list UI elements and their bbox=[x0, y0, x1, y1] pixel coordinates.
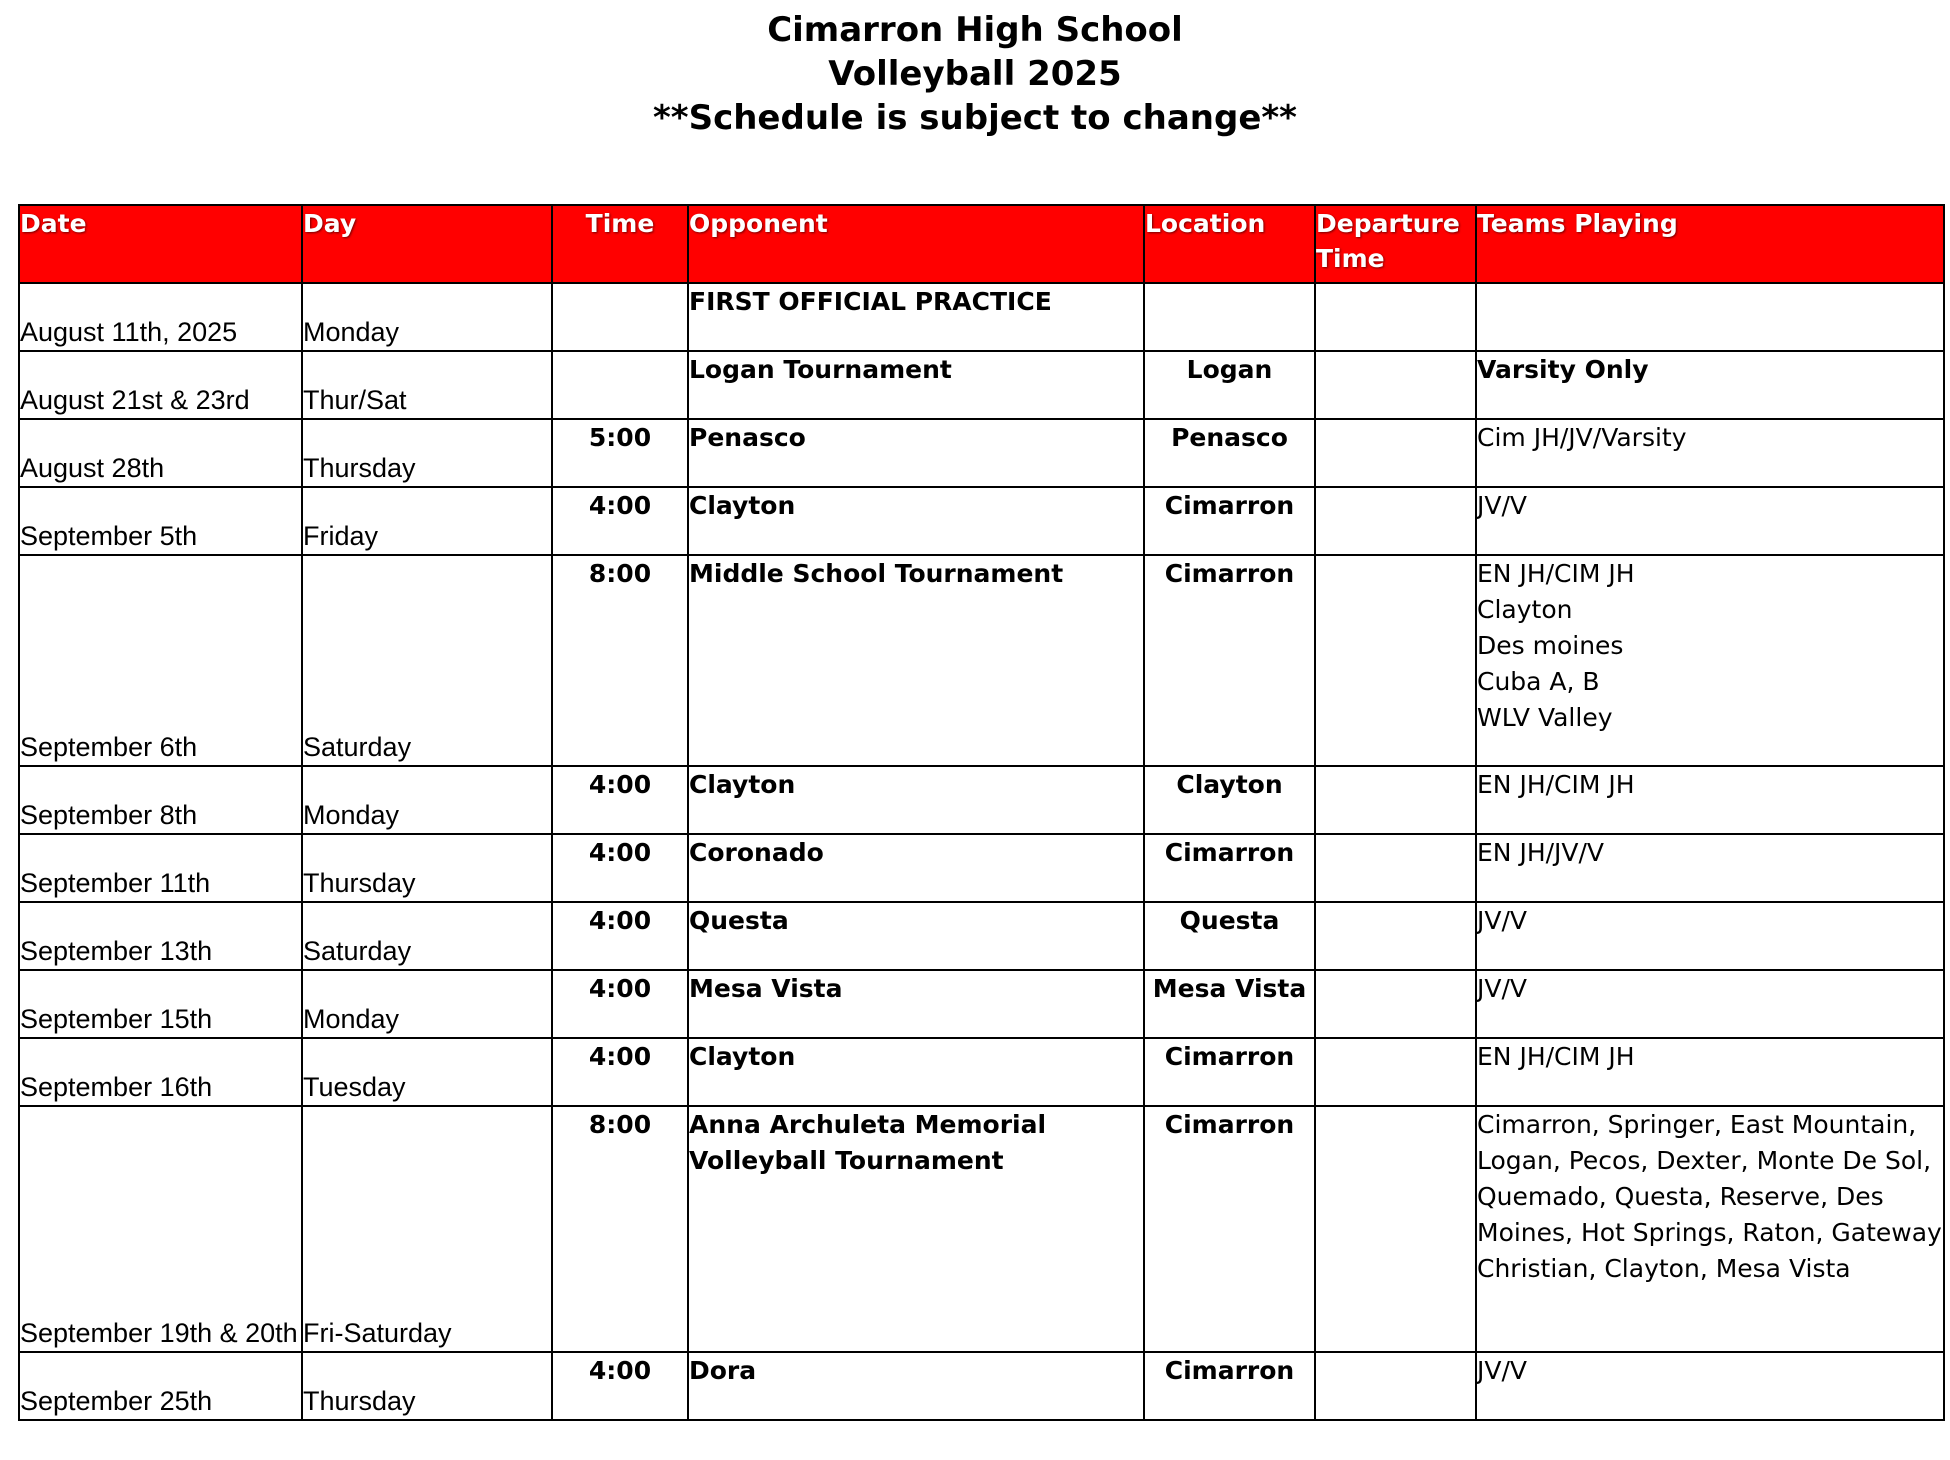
date-cell: September 25th bbox=[19, 1352, 302, 1420]
time-cell: 5:00 bbox=[552, 419, 688, 487]
departure-time-cell bbox=[1315, 902, 1476, 970]
opponent-cell: Mesa Vista bbox=[688, 970, 1144, 1038]
teams-playing-cell bbox=[1476, 419, 1944, 487]
date-cell: August 21st & 23rd bbox=[19, 351, 302, 419]
date-cell: September 15th bbox=[19, 970, 302, 1038]
opponent-cell: Clayton bbox=[688, 766, 1144, 834]
location-cell: Cimarron bbox=[1144, 1352, 1315, 1420]
column-header-opponent: Opponent bbox=[688, 205, 1144, 283]
table-row bbox=[19, 1352, 1944, 1420]
day-cell: Friday bbox=[302, 487, 552, 555]
time-cell bbox=[552, 351, 688, 419]
location-cell: Penasco bbox=[1144, 419, 1315, 487]
teams-playing-cell bbox=[1476, 555, 1944, 766]
time-cell bbox=[552, 283, 688, 351]
day-cell: Tuesday bbox=[302, 1038, 552, 1106]
column-header-departure-time: Departure Time bbox=[1315, 205, 1476, 283]
date-cell: August 11th, 2025 bbox=[19, 283, 302, 351]
departure-time-cell bbox=[1315, 419, 1476, 487]
departure-time-cell bbox=[1315, 970, 1476, 1038]
departure-time-cell bbox=[1315, 766, 1476, 834]
team-entry: JV/V bbox=[1477, 906, 1527, 935]
table-row bbox=[19, 283, 1944, 351]
teams-playing-cell bbox=[1476, 902, 1944, 970]
location-cell: Questa bbox=[1144, 902, 1315, 970]
team-entry: JV/V bbox=[1477, 1356, 1527, 1385]
team-entry: Cimarron, Springer, East Mountain, Logan, Pecos, Dexter, Monte De Sol, Quemado, Questa, Reserve, Des Moines, Hot Springs, Raton, Gateway Christian, Clayton, Mesa Vista bbox=[1477, 1110, 1942, 1283]
departure-time-cell bbox=[1315, 351, 1476, 419]
day-cell: Fri-Saturday bbox=[302, 1106, 552, 1352]
school-name: Cimarron High School bbox=[767, 10, 1183, 50]
teams-playing-cell bbox=[1476, 1352, 1944, 1420]
column-header-location: Location bbox=[1144, 205, 1315, 283]
column-header-time: Time bbox=[552, 205, 688, 283]
table-row bbox=[19, 555, 1944, 766]
date-cell: September 6th bbox=[19, 555, 302, 766]
table-row bbox=[19, 487, 1944, 555]
date-cell: September 19th & 20th bbox=[19, 1106, 302, 1352]
team-entry: Clayton bbox=[1477, 595, 1573, 624]
table-row bbox=[19, 766, 1944, 834]
opponent-cell: Questa bbox=[688, 902, 1144, 970]
location-cell: Cimarron bbox=[1144, 834, 1315, 902]
date-cell: September 8th bbox=[19, 766, 302, 834]
opponent-cell: Anna Archuleta Memorial Volleyball Tournament bbox=[688, 1106, 1144, 1352]
location-cell: Cimarron bbox=[1144, 1106, 1315, 1352]
location-cell: Clayton bbox=[1144, 766, 1315, 834]
date-cell: September 13th bbox=[19, 902, 302, 970]
location-cell: Cimarron bbox=[1144, 487, 1315, 555]
column-header-date: Date bbox=[19, 205, 302, 283]
table-row bbox=[19, 902, 1944, 970]
opponent-cell: Clayton bbox=[688, 487, 1144, 555]
schedule-body bbox=[19, 283, 1944, 1420]
table-row bbox=[19, 834, 1944, 902]
time-cell: 4:00 bbox=[552, 902, 688, 970]
column-header-day: Day bbox=[302, 205, 552, 283]
day-cell: Monday bbox=[302, 970, 552, 1038]
departure-time-cell bbox=[1315, 1352, 1476, 1420]
opponent-cell: Clayton bbox=[688, 1038, 1144, 1106]
teams-playing-cell bbox=[1476, 351, 1944, 419]
day-cell: Saturday bbox=[302, 902, 552, 970]
day-cell: Monday bbox=[302, 766, 552, 834]
teams-playing-cell bbox=[1476, 283, 1944, 351]
table-row bbox=[19, 1038, 1944, 1106]
location-cell bbox=[1144, 283, 1315, 351]
time-cell: 8:00 bbox=[552, 555, 688, 766]
location-cell: Cimarron bbox=[1144, 555, 1315, 766]
opponent-cell: Coronado bbox=[688, 834, 1144, 902]
team-entry: Des moines bbox=[1477, 631, 1624, 660]
day-cell: Thur/Sat bbox=[302, 351, 552, 419]
day-cell: Thursday bbox=[302, 834, 552, 902]
table-row bbox=[19, 1106, 1944, 1352]
time-cell: 8:00 bbox=[552, 1106, 688, 1352]
teams-playing-cell bbox=[1476, 1106, 1944, 1352]
departure-time-cell bbox=[1315, 487, 1476, 555]
opponent-cell: FIRST OFFICIAL PRACTICE bbox=[688, 283, 1144, 351]
day-cell: Thursday bbox=[302, 419, 552, 487]
team-entry: JV/V bbox=[1477, 491, 1527, 520]
team-entry: WLV Valley bbox=[1477, 703, 1613, 732]
team-entry: EN JH/JV/V bbox=[1477, 838, 1605, 867]
table-header-row bbox=[19, 205, 1944, 283]
table-row bbox=[19, 419, 1944, 487]
team-entry: Varsity Only bbox=[1477, 355, 1649, 384]
team-entry: Cuba A, B bbox=[1477, 667, 1600, 696]
team-entry: EN JH/CIM JH bbox=[1477, 559, 1635, 588]
team-entry: JV/V bbox=[1477, 974, 1527, 1003]
team-entry: EN JH/CIM JH bbox=[1477, 770, 1635, 799]
season-title: Volleyball 2025 bbox=[828, 54, 1122, 94]
date-cell: September 11th bbox=[19, 834, 302, 902]
time-cell: 4:00 bbox=[552, 1352, 688, 1420]
location-cell: Mesa Vista bbox=[1144, 970, 1315, 1038]
opponent-cell: Dora bbox=[688, 1352, 1144, 1420]
date-cell: September 5th bbox=[19, 487, 302, 555]
departure-time-cell bbox=[1315, 555, 1476, 766]
table-row bbox=[19, 970, 1944, 1038]
departure-time-cell bbox=[1315, 834, 1476, 902]
time-cell: 4:00 bbox=[552, 487, 688, 555]
teams-playing-cell bbox=[1476, 970, 1944, 1038]
opponent-cell: Middle School Tournament bbox=[688, 555, 1144, 766]
schedule-table bbox=[18, 204, 1945, 1421]
time-cell: 4:00 bbox=[552, 834, 688, 902]
teams-playing-cell bbox=[1476, 1038, 1944, 1106]
day-cell: Monday bbox=[302, 283, 552, 351]
date-cell: August 28th bbox=[19, 419, 302, 487]
schedule-notice: **Schedule is subject to change** bbox=[653, 98, 1297, 138]
teams-playing-cell bbox=[1476, 487, 1944, 555]
time-cell: 4:00 bbox=[552, 970, 688, 1038]
opponent-cell: Penasco bbox=[688, 419, 1144, 487]
opponent-cell: Logan Tournament bbox=[688, 351, 1144, 419]
departure-time-cell bbox=[1315, 283, 1476, 351]
departure-time-cell bbox=[1315, 1038, 1476, 1106]
team-entry: EN JH/CIM JH bbox=[1477, 1042, 1635, 1071]
date-cell: September 16th bbox=[19, 1038, 302, 1106]
departure-time-cell bbox=[1315, 1106, 1476, 1352]
location-cell: Cimarron bbox=[1144, 1038, 1315, 1106]
document-title-block bbox=[0, 8, 1950, 140]
teams-playing-cell bbox=[1476, 766, 1944, 834]
location-cell: Logan bbox=[1144, 351, 1315, 419]
team-entry: Cim JH/JV/Varsity bbox=[1477, 423, 1687, 452]
time-cell: 4:00 bbox=[552, 1038, 688, 1106]
column-header-teams-playing: Teams Playing bbox=[1476, 205, 1944, 283]
table-row bbox=[19, 351, 1944, 419]
day-cell: Saturday bbox=[302, 555, 552, 766]
teams-playing-cell bbox=[1476, 834, 1944, 902]
day-cell: Thursday bbox=[302, 1352, 552, 1420]
time-cell: 4:00 bbox=[552, 766, 688, 834]
